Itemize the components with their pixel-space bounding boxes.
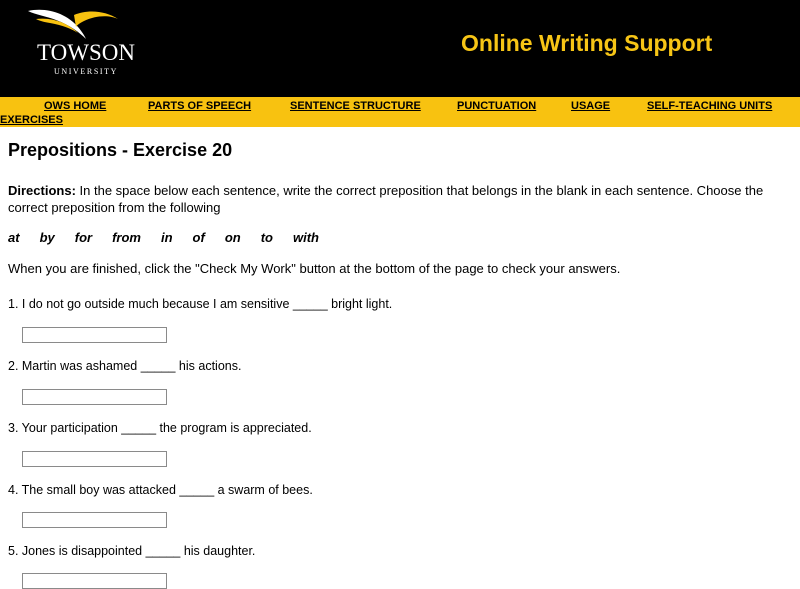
question-4-text: 4. The small boy was attacked _____ a swarm of bees. <box>8 483 313 497</box>
nav-exercises[interactable]: EXERCISES <box>0 114 63 126</box>
nav-ows-home[interactable]: OWS HOME <box>44 100 107 112</box>
choice-item: in <box>160 230 173 245</box>
directions <box>8 182 798 216</box>
choice-item: on <box>224 230 241 245</box>
page-title: Prepositions - Exercise 20 <box>8 140 233 160</box>
question-3-text: 3. Your participation _____ the program is appreciated. <box>8 421 312 435</box>
nav-parts-of-speech[interactable]: PARTS OF SPEECH <box>148 100 252 112</box>
choice-item: of <box>192 230 205 245</box>
answer-input-2[interactable] <box>22 389 167 405</box>
nav-usage[interactable]: USAGE <box>571 100 611 112</box>
instructions: When you are finished, click the "Check My Work" button at the bottom of the page to check your answers. <box>8 261 621 276</box>
choice-item: from <box>112 230 141 245</box>
nav-punctuation[interactable]: PUNCTUATION <box>457 100 537 112</box>
choice-item: with <box>292 230 319 245</box>
answer-input-4[interactable] <box>22 512 167 528</box>
preposition-choices <box>8 230 339 245</box>
answer-input-1[interactable] <box>22 327 167 343</box>
question-5-text: 5. Jones is disappointed _____ his daughter. <box>8 544 256 558</box>
directions-label: Directions: <box>8 183 76 198</box>
directions-text: In the space below each sentence, write the correct preposition that belongs in the blank in each sentence. Choose the correct preposition from the following <box>8 183 764 215</box>
question-1-text: 1. I do not go outside much because I am sensitive _____ bright light. <box>8 297 393 311</box>
main-nav <box>0 97 800 127</box>
site-header <box>0 0 800 97</box>
logo-wordmark: TOWSON <box>37 40 135 65</box>
logo-subtitle: UNIVERSITY <box>54 67 118 76</box>
choice-item: by <box>39 230 55 245</box>
choice-item: at <box>8 230 20 245</box>
towson-logo[interactable] <box>26 7 146 79</box>
choice-item: to <box>260 230 273 245</box>
answer-input-5[interactable] <box>22 573 167 589</box>
nav-sentence-structure[interactable]: SENTENCE STRUCTURE <box>290 100 421 112</box>
choice-item: for <box>74 230 93 245</box>
answer-input-3[interactable] <box>22 451 167 467</box>
question-2-text: 2. Martin was ashamed _____ his actions. <box>8 359 242 373</box>
nav-self-teaching-units[interactable]: SELF-TEACHING UNITS <box>647 100 773 112</box>
site-title: Online Writing Support <box>461 30 713 56</box>
